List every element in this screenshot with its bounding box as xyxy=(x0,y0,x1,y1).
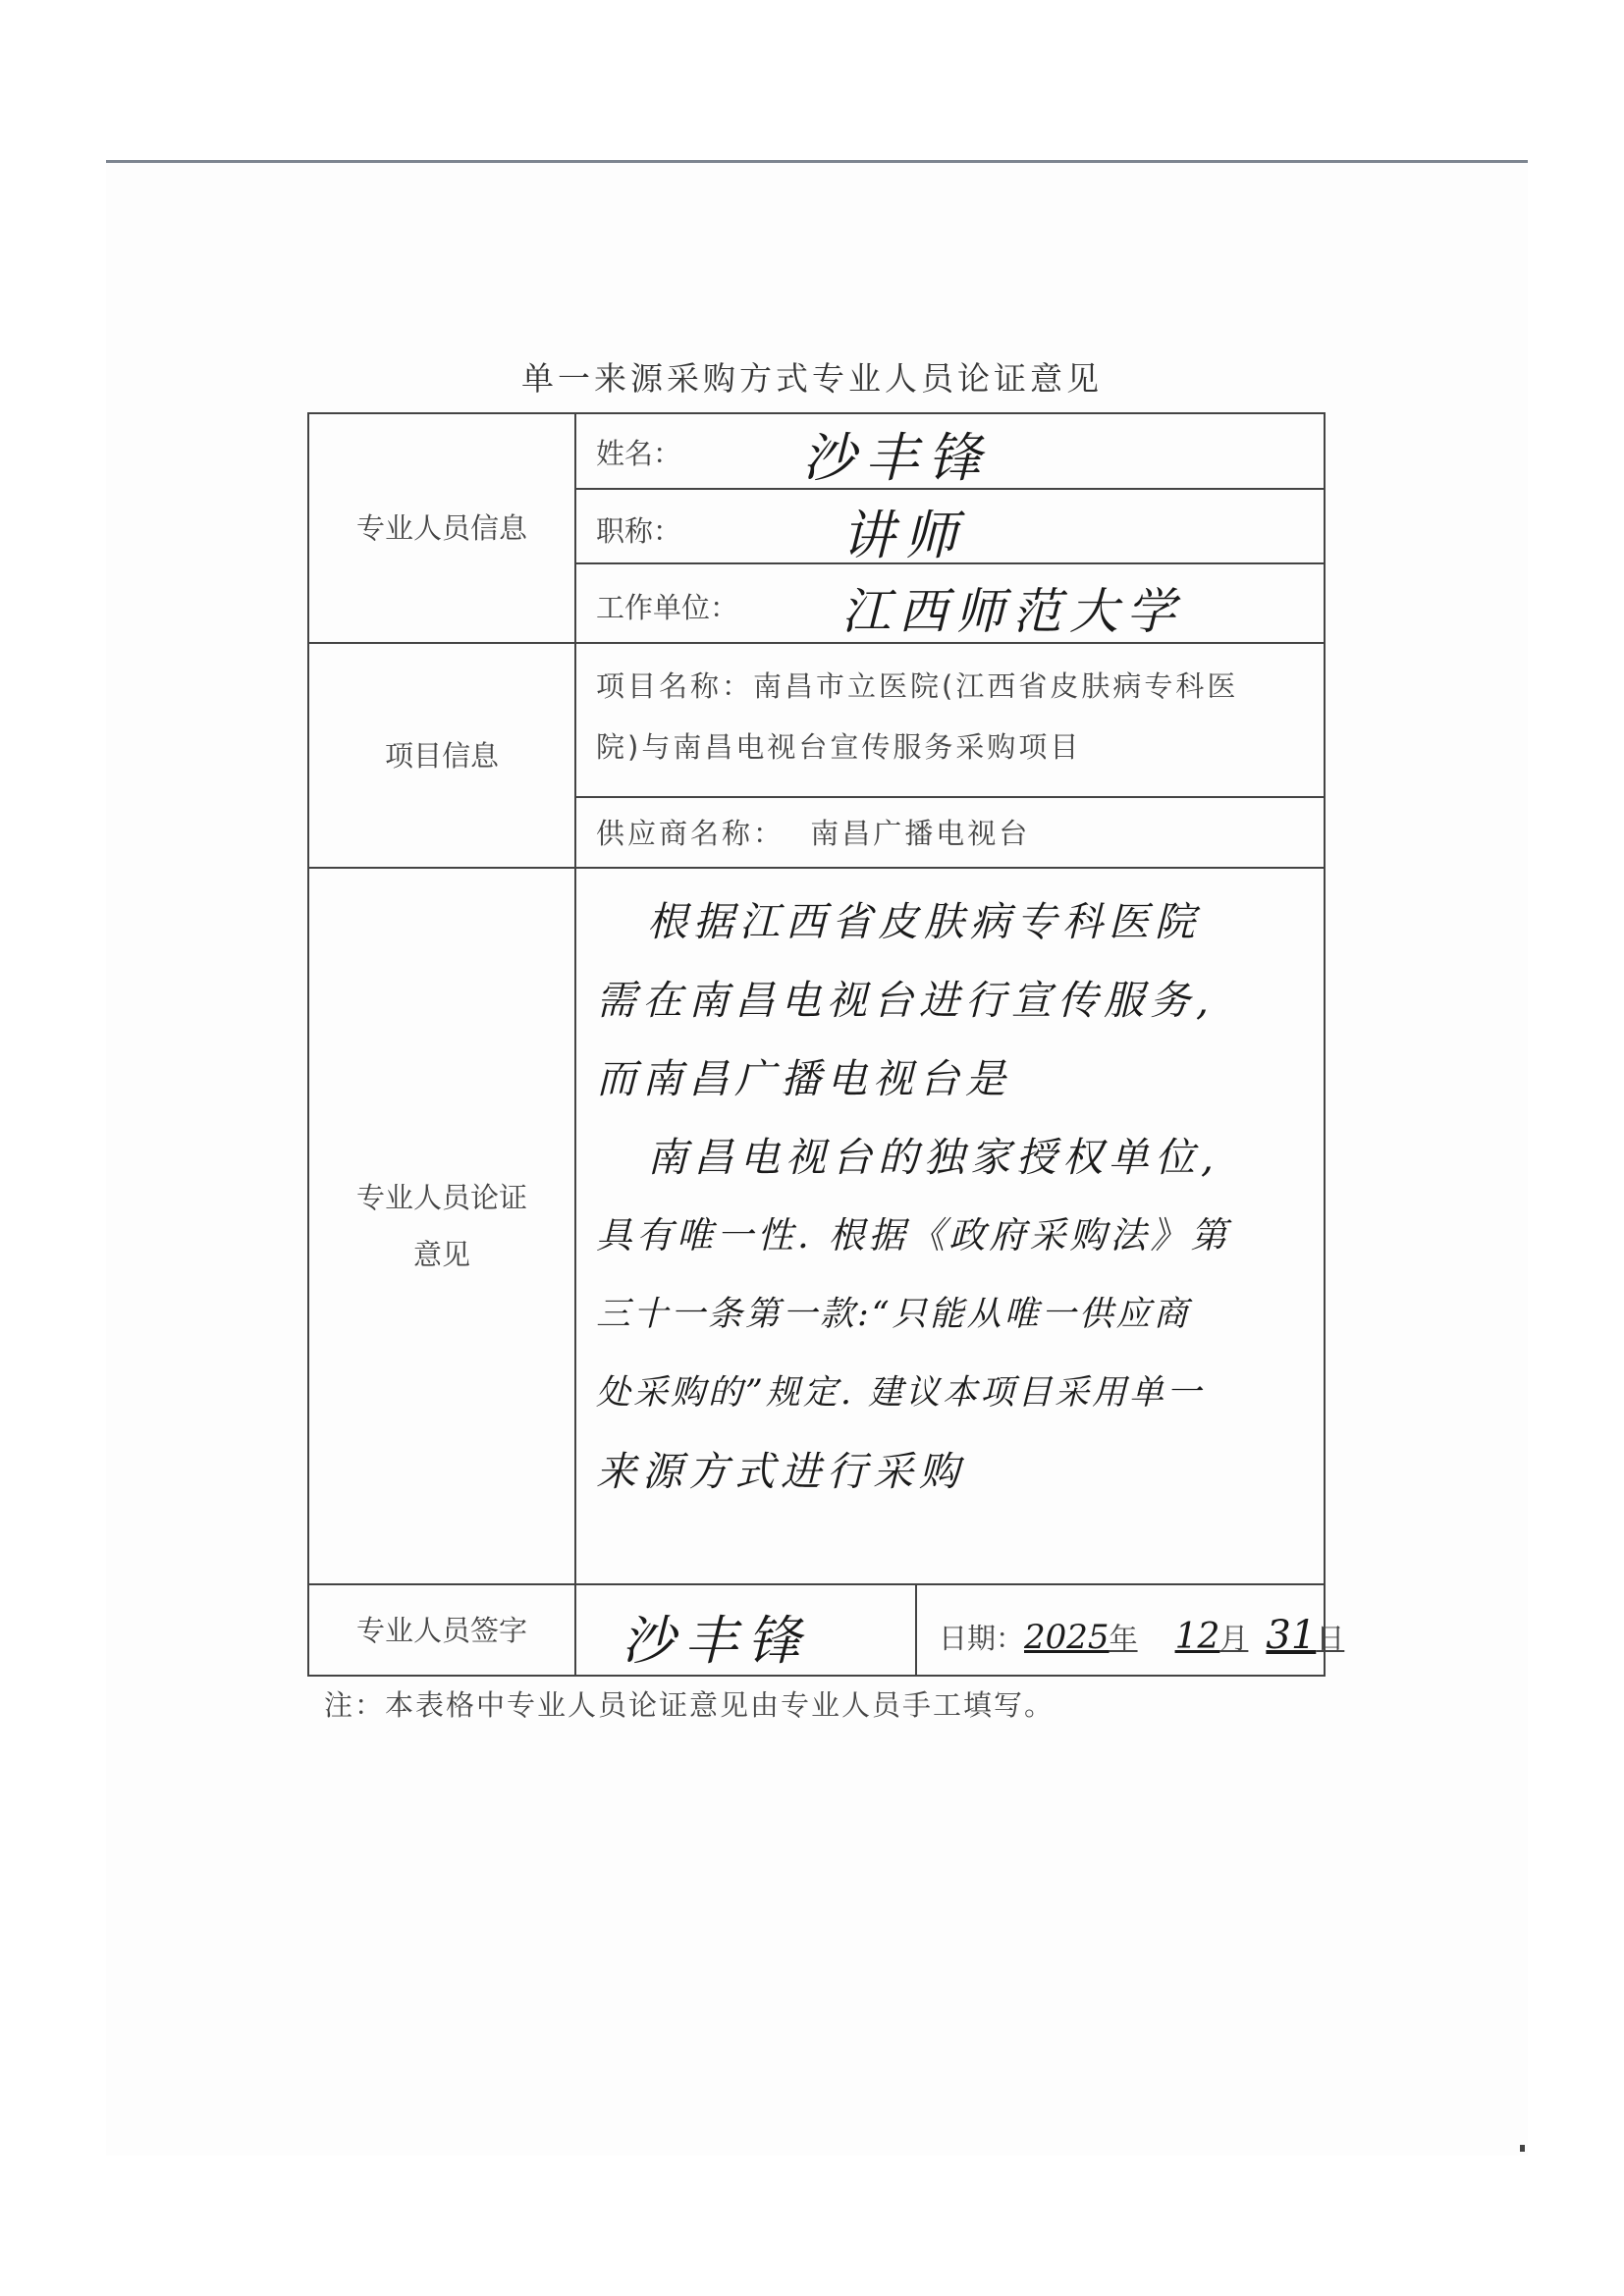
work-unit-label: 工作单位： xyxy=(596,591,739,625)
opinion-line: 三十一条第一款:“只能从唯一供应商 xyxy=(596,1295,1191,1335)
opinion-line: 南昌电视台的独家授权单位, xyxy=(647,1134,1220,1182)
opinion-line: 根据江西省皮肤病专科医院 xyxy=(647,898,1201,946)
signature-subtable xyxy=(576,1585,1345,1675)
date-day-unit: 日 xyxy=(1316,1622,1345,1656)
job-title-label: 职称： xyxy=(596,513,682,548)
opinion-line: 需在南昌电视台进行宣传服务, xyxy=(596,977,1216,1025)
supplier-value: 南昌广播电视台 xyxy=(810,817,1031,851)
name-label: 姓名： xyxy=(596,437,682,470)
job-title-field xyxy=(575,489,1325,564)
opinion-line: 处采购的”规定. 建议本项目采用单一 xyxy=(596,1373,1205,1414)
supplier-field xyxy=(575,797,1325,869)
date-cell xyxy=(916,1585,1345,1675)
evaluation-form-table xyxy=(307,412,1345,1677)
signature-section-label: 专业人员签字 xyxy=(308,1584,575,1676)
name-handwritten-value: 沙丰锋 xyxy=(802,427,991,489)
date-year-value: 2025 xyxy=(1024,1618,1110,1658)
project-name-field xyxy=(575,643,1325,796)
opinion-section-label-line-2: 意见 xyxy=(412,1238,470,1272)
signature-cell xyxy=(576,1585,916,1675)
date-line xyxy=(939,1613,1344,1658)
opinion-line: 来源方式进行采购 xyxy=(596,1448,965,1496)
signature-handwritten-value: 沙丰锋 xyxy=(622,1610,810,1673)
work-unit-handwritten-value: 江西师范大学 xyxy=(841,583,1183,641)
scan-speck-mark xyxy=(1520,2145,1525,2152)
opinion-handwritten-field xyxy=(575,868,1325,1584)
date-label: 日期： xyxy=(939,1622,1025,1656)
page-title: 单一来源采购方式专业人员论证意见 xyxy=(521,359,1103,398)
opinion-section-label-line-1: 专业人员论证 xyxy=(355,1181,527,1215)
project-name-line-1: 项目名称：南昌市立医院(江西省皮肤病专科医 xyxy=(596,669,1239,704)
opinion-section-label xyxy=(308,868,575,1584)
date-year-unit: 年 xyxy=(1109,1622,1138,1656)
date-month-value: 12 xyxy=(1174,1617,1220,1658)
job-title-handwritten-value: 讲师 xyxy=(841,504,967,566)
signature-row xyxy=(575,1584,1345,1676)
project-name-line-2: 院)与南昌电视台宣传服务采购项目 xyxy=(596,730,1082,765)
project-info-section-label: 项目信息 xyxy=(308,643,575,868)
date-month-unit: 月 xyxy=(1219,1622,1249,1656)
opinion-line: 而南昌广播电视台是 xyxy=(596,1055,1011,1103)
date-day-value: 31 xyxy=(1266,1613,1317,1659)
supplier-label: 供应商名称： xyxy=(596,817,785,851)
name-field xyxy=(575,413,1325,489)
expert-info-section-label: 专业人员信息 xyxy=(308,413,575,643)
work-unit-field xyxy=(575,563,1325,643)
footnote: 注：本表格中专业人员论证意见由专业人员手工填写。 xyxy=(324,1688,1056,1722)
opinion-line: 具有唯一性. 根据《政府采购法》第 xyxy=(596,1214,1231,1257)
